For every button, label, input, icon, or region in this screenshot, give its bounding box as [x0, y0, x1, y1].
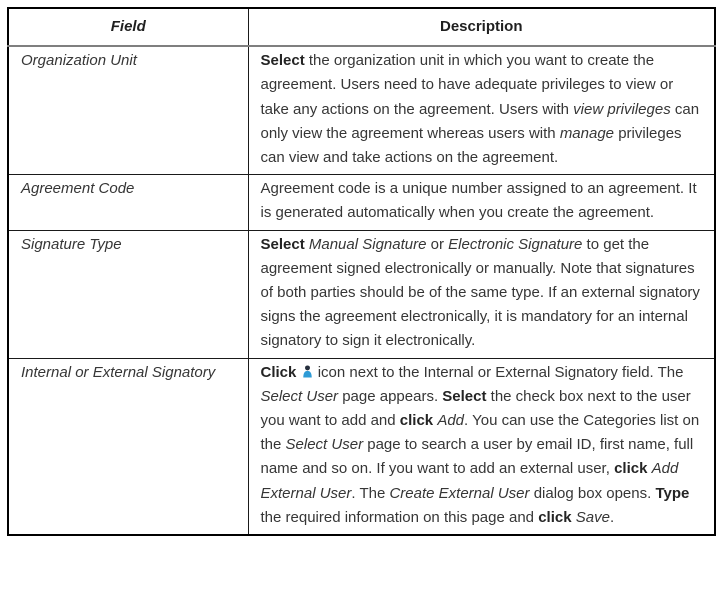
text-run: Select — [260, 52, 305, 70]
text-run: or — [426, 235, 449, 253]
text-run: Manual Signature — [308, 235, 427, 253]
text-run: page to search a user by email ID, first name, full name and so on. If you want to add an external user, — [260, 436, 694, 478]
table-row — [8, 46, 715, 175]
field-description-table — [7, 7, 716, 536]
text-run: the required information on this page and — [260, 508, 539, 526]
text-run: Select — [260, 235, 305, 253]
text-run: Select User — [260, 387, 339, 405]
text-run: the check box next to the user you want to add and — [260, 387, 691, 430]
field-name-agreement-code: Agreement Code — [8, 175, 248, 230]
column-header-field: Field — [8, 8, 248, 46]
text-run: click — [614, 460, 648, 478]
text-run: page appears. — [338, 387, 443, 405]
table-row — [8, 230, 715, 358]
field-name-internal-or-external-signatory: Internal or External Signatory — [8, 358, 248, 535]
text-run: the organization unit in which you want to create the agreement. Users need to have adequate privileges to view or take any actions on the agreement. Users with — [260, 52, 674, 118]
text-run: privileges can view and take actions on the agreement. — [260, 124, 682, 167]
field-name-signature-type: Signature Type — [8, 230, 248, 358]
table-row — [8, 358, 715, 535]
text-run: Create External User — [389, 484, 530, 502]
text-run: click — [538, 508, 572, 526]
text-run: Select — [442, 387, 487, 405]
description-internal-or-external-signatory — [248, 358, 715, 535]
text-run: Select User — [285, 436, 364, 454]
text-run: view privileges — [573, 100, 671, 118]
text-run: Add External User — [260, 460, 679, 502]
text-run: icon next to the Internal or External Signatory field. The — [313, 363, 684, 381]
field-name-organization-unit: Organization Unit — [8, 46, 248, 175]
text-run: click — [399, 412, 434, 430]
header-row — [8, 8, 715, 46]
text-run: Save — [575, 508, 610, 526]
column-header-description: Description — [248, 8, 715, 46]
text-run: Add — [437, 412, 465, 430]
text-run: Type — [655, 484, 690, 502]
table-row — [8, 175, 715, 230]
text-run: . The — [351, 484, 390, 502]
text-run: dialog box opens. — [529, 484, 656, 502]
text-run: Electronic Signature — [448, 235, 583, 253]
text-run: can only view the agreement whereas users with — [260, 100, 700, 142]
text-run: Agreement code is a unique number assigned to an agreement. It is generated automatically when you create the agreement. — [260, 180, 697, 222]
description-agreement-code — [248, 175, 715, 230]
text-run: . You can use the Categories list on the — [260, 412, 700, 454]
text-run: to get the agreement signed electronically or manually. Note that signatures of both parties should be of the same type. If an external signatory signs the agreement electronically, it is mandatory for an internal signatory to sign it electronically. — [260, 235, 700, 350]
add-user-icon — [302, 365, 313, 378]
text-run: . — [609, 508, 615, 526]
description-signature-type — [248, 230, 715, 358]
text-run — [296, 364, 300, 381]
text-run: manage — [559, 124, 615, 142]
text-run: Click — [260, 363, 297, 381]
description-organization-unit — [248, 46, 715, 175]
